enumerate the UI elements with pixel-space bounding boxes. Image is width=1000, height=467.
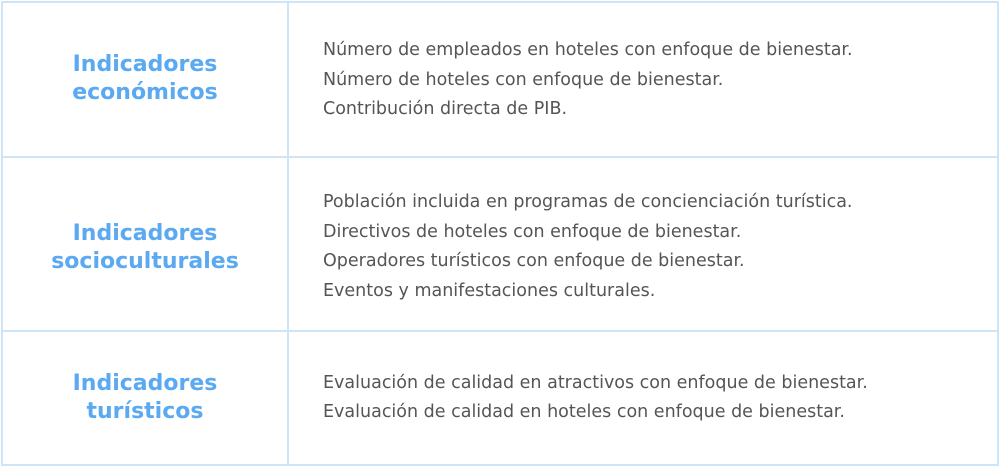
category-label-line-2: socioculturales: [51, 249, 239, 275]
category-label-line-2: turísticos: [86, 399, 204, 425]
category-label-line-1: Indicadores: [72, 52, 218, 78]
table-row-tourism: [2, 331, 998, 465]
table-row-economic: [2, 2, 998, 157]
table-row-sociocultural: [2, 157, 998, 332]
category-label-line-2: económicos: [72, 80, 218, 106]
list-item: Contribución directa de PIB.: [323, 99, 568, 120]
category-cell: [2, 157, 288, 332]
list-item: Operadores turísticos con enfoque de bienestar.: [323, 251, 745, 272]
list-item: Evaluación de calidad en hoteles con enfoque de bienestar.: [323, 402, 845, 423]
list-item: Número de empleados en hoteles con enfoque de bienestar.: [323, 40, 853, 61]
category-label-line-1: Indicadores: [72, 221, 218, 247]
category-cell: [2, 331, 288, 465]
items-cell: [288, 2, 998, 157]
category-cell: [2, 2, 288, 157]
list-item: Número de hoteles con enfoque de bienestar.: [323, 69, 724, 90]
list-item: Directivos de hoteles con enfoque de bienestar.: [323, 221, 742, 242]
list-item: Población incluida en programas de concienciación turística.: [323, 192, 853, 213]
items-cell: [288, 157, 998, 332]
category-label-line-1: Indicadores: [72, 371, 218, 397]
indicators-table: [1, 1, 999, 466]
items-cell: [288, 331, 998, 465]
list-item: Eventos y manifestaciones culturales.: [323, 280, 656, 301]
list-item: Evaluación de calidad en atractivos con enfoque de bienestar.: [323, 372, 868, 393]
